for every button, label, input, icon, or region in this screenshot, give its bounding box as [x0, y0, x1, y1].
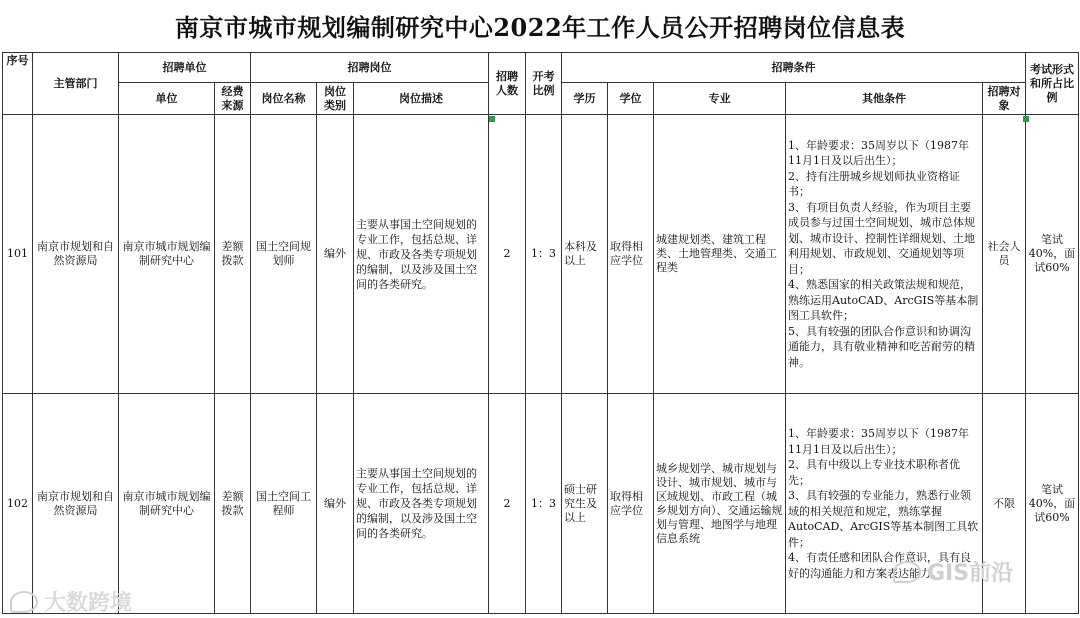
cell-exam: 笔试40%，面试60% [1026, 115, 1079, 394]
header-count: 招聘人数 [489, 53, 526, 115]
cell-edu: 硕士研究生及以上 [562, 394, 608, 614]
header-degree: 学位 [608, 83, 654, 115]
cell-post-type: 编外 [317, 115, 354, 394]
cell-unit: 南京市城市规划编制研究中心 [119, 115, 215, 394]
header-exam: 考试形式和所占比例 [1026, 53, 1079, 115]
header-unit: 单位 [119, 83, 215, 115]
cell-post-desc: 主要从事国土空间规划的专业工作，包括总规、详规、市政及各类专项规划的编制，以及涉及国土空间的各类研究。 [354, 394, 489, 614]
header-ratio: 开考比例 [526, 53, 562, 115]
header-unit-group: 招聘单位 [119, 53, 251, 83]
cell-marker-icon [489, 116, 495, 122]
cell-other: 1、年龄要求：35周岁以下（1987年11月1日及以后出生）； 2、持有注册城乡规划师执业资格证书； 3、有项目负责人经验，作为项目主要成员参与过国土空间规划、城市总体规划、城市设计、控制性详细规划、土地利用规划、市政规划、交通规划等项目； 4、熟悉国家的相关政策法规和规范，熟练运用AutoCAD、ArcGIS等基本制图工具软件； 5、具有较强的团队合作意识和协调沟通能力，具有敬业精神和吃苦耐劳的精神。 [786, 115, 983, 394]
header-post-group: 招聘岗位 [251, 53, 489, 83]
watermark-left [10, 586, 132, 617]
cell-ratio: 1：3 [526, 115, 562, 394]
cell-post-type: 编外 [317, 394, 354, 614]
cell-degree: 取得相应学位 [608, 394, 654, 614]
header-seq: 序号 [3, 53, 33, 115]
watermark-right-text: GIS前沿 [927, 561, 1014, 586]
cell-degree: 取得相应学位 [608, 115, 654, 394]
cell-ratio: 1：3 [526, 394, 562, 614]
header-edu: 学历 [562, 83, 608, 115]
cell-funding: 差额拨款 [215, 115, 251, 394]
table-row [3, 115, 1079, 394]
cell-funding: 差额拨款 [215, 394, 251, 614]
header-other: 其他条件 [786, 83, 983, 115]
watermark-logo-icon [10, 591, 38, 613]
watermark-logo-icon [893, 561, 921, 583]
header-dept: 主管部门 [33, 53, 119, 115]
cell-marker-icon [1023, 116, 1029, 122]
recruitment-table [2, 52, 1079, 614]
cell-count: 2 [489, 394, 526, 614]
cell-other: 1、年龄要求：35周岁以下（1987年11月1日及以后出生）； 2、具有中级以上专业技术职称者优先； 3、具有较强的专业能力，熟悉行业领域的相关规范和规定，熟练掌握AutoCAD、ArcGIS等基本制图工具软件； 4、有责任感和团队合作意识，具有良好的沟通能力和方案表达能力。 [786, 394, 983, 614]
cell-target: 社会人员 [983, 115, 1026, 394]
cell-post-name: 国土空间工程师 [251, 394, 317, 614]
cell-dept: 南京市规划和自然资源局 [33, 394, 119, 614]
cell-seq: 102 [3, 394, 33, 614]
header-target: 招聘对象 [983, 83, 1026, 115]
cell-dept: 南京市规划和自然资源局 [33, 115, 119, 394]
watermark-left-text: 大数跨境 [44, 591, 133, 616]
header-post-type: 岗位类别 [317, 83, 354, 115]
watermark-right [893, 556, 1013, 587]
header-major: 专业 [654, 83, 786, 115]
cell-exam: 笔试40%，面试60% [1026, 394, 1079, 614]
page-title: 南京市城市规划编制研究中心2022年工作人员公开招聘岗位信息表 [174, 13, 906, 42]
cell-seq: 101 [3, 115, 33, 394]
cell-edu: 本科及以上 [562, 115, 608, 394]
cell-count: 2 [489, 115, 526, 394]
cell-target: 不限 [983, 394, 1026, 614]
cell-post-desc: 主要从事国土空间规划的专业工作，包括总规、详规、市政及各类专项规划的编制，以及涉及国土空间的各类研究。 [354, 115, 489, 394]
header-row-1 [3, 53, 1079, 83]
cell-major: 城建规划类、建筑工程类、土地管理类、交通工程类 [654, 115, 786, 394]
header-funding: 经费来源 [215, 83, 251, 115]
cell-unit: 南京市城市规划编制研究中心 [119, 394, 215, 614]
header-post-name: 岗位名称 [251, 83, 317, 115]
header-cond-group: 招聘条件 [562, 53, 1026, 83]
header-post-desc: 岗位描述 [354, 83, 489, 115]
cell-major: 城乡规划学、城市规划与设计、城市规划、城市与区域规划、市政工程（城乡规划方向）、交通运输规划与管理、地图学与地理信息系统 [654, 394, 786, 614]
cell-post-name: 国土空间规划师 [251, 115, 317, 394]
